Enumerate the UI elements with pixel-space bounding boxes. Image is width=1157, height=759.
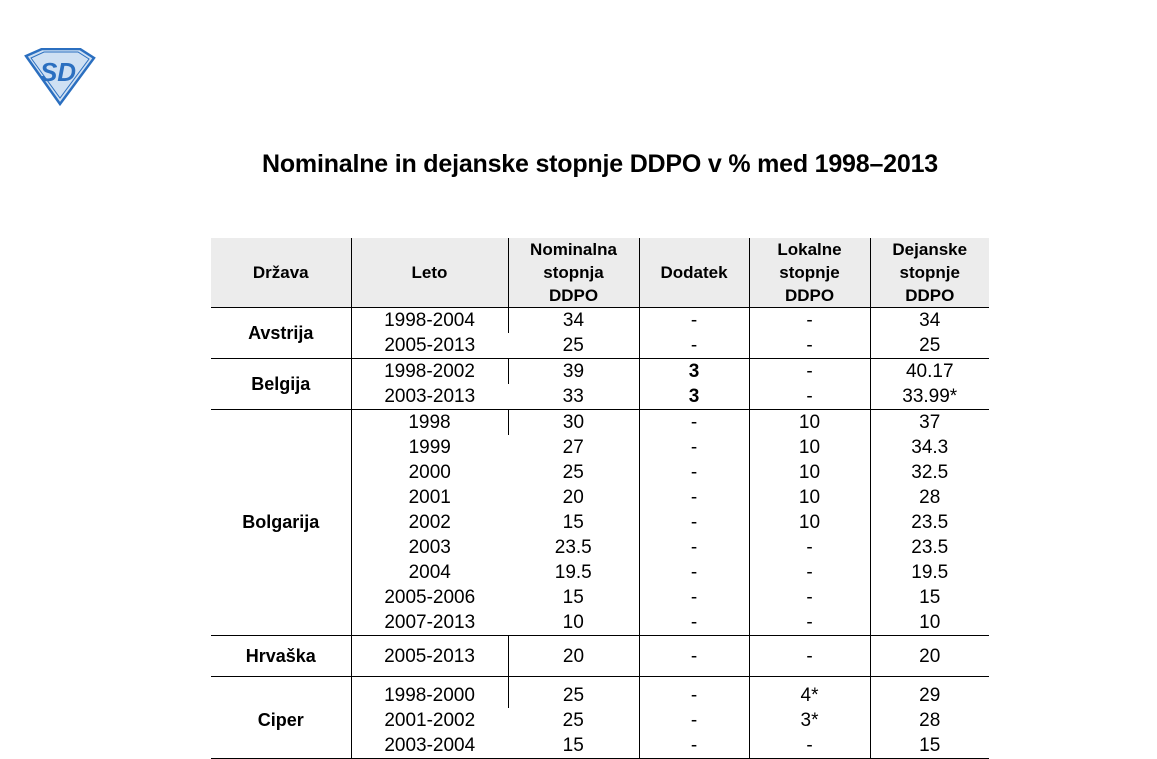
effective-rate-cell: 23.5 [911,537,949,558]
effective-rate-cell: 23.5 [911,512,949,533]
effective-rate-cell: 19.5 [911,562,949,583]
year-cell: 2005-2006 [384,587,476,608]
effective-rate-cell: 10 [870,610,989,636]
local-rate-cell: 10 [749,435,870,460]
year-cell: 2001 [408,487,451,508]
surcharge-cell: - [639,510,749,535]
table-body [211,308,989,759]
effective-rate-cell: 15 [919,587,941,608]
header-line: Dodatek [660,263,728,282]
effective-rate-cell: 25 [870,333,989,359]
nominal-rate-cell: 27 [508,435,639,460]
svg-text:SD: SD [39,57,77,87]
local-rate-cell: - [749,535,870,560]
local-rate-cell: 4* [749,677,870,709]
local-rate-cell: - [749,359,870,385]
header-line: DDPO [905,286,955,305]
effective-rate-cell: 29 [919,685,941,706]
local-rate-cell: 10 [749,410,870,436]
header-line: stopnje [779,263,840,282]
header-line: DDPO [784,286,835,305]
header-line: stopnje [899,263,960,282]
nominal-rate-cell: 15 [508,510,639,535]
nominal-rate-cell: 39 [508,359,639,385]
surcharge-cell: - [639,636,749,677]
nominal-rate-cell: 25 [508,677,639,709]
surcharge-cell: - [639,610,749,636]
country-cell: Ciper [211,677,351,759]
header-line: Nominalna [530,240,617,259]
surcharge-cell: - [639,460,749,485]
header-line: stopnja [543,263,604,282]
nominal-rate-cell: 25 [508,460,639,485]
header-nominal-rate [508,238,639,308]
nominal-rate-cell: 33 [508,384,639,410]
surcharge-cell: - [639,535,749,560]
effective-rate-cell: 33.99* [870,384,989,410]
local-rate-cell: - [749,560,870,585]
local-rate-cell: - [749,636,870,677]
tax-rates-table [211,238,989,759]
surcharge-cell: 3 [639,384,749,410]
local-rate-cell: 10 [749,460,870,485]
effective-rate-cell: 20 [870,636,989,677]
header-line: Dejanske [892,240,968,259]
surcharge-cell: - [639,485,749,510]
year-cell: 1998-2002 [351,359,508,385]
table-row [211,359,989,385]
surcharge-cell: - [639,308,749,334]
year-cell: 1998 [351,410,508,436]
header-local-rates [749,238,870,308]
nominal-rate-cell: 19.5 [508,560,639,585]
header-surcharge [639,238,749,308]
year-cell: 2002 [408,512,451,533]
local-rate-cell: - [749,333,870,359]
effective-rate-cell: 34.3 [911,437,949,458]
effective-rate-cell: 32.5 [911,462,949,483]
header-country [211,238,351,308]
year-cell: 1998-2004 [351,308,508,334]
nominal-rate-cell: 20 [508,485,639,510]
surcharge-cell: 3 [639,359,749,385]
nominal-rate-cell: 10 [508,610,639,636]
table-header [211,238,989,308]
nominal-rate-cell: 20 [508,636,639,677]
surcharge-cell: - [639,733,749,759]
nominal-rate-cell: 23.5 [508,535,639,560]
year-cell: 2005-2013 [351,333,508,359]
surcharge-cell: - [639,410,749,436]
header-line: DDPO [548,286,599,305]
local-rate-cell: - [749,384,870,410]
surcharge-cell: - [639,585,749,610]
local-rate-cell: 3* [749,708,870,733]
country-cell: Hrvaška [211,636,351,677]
header-effective-rates [870,238,989,308]
effective-rate-cell: 28 [919,710,941,731]
nominal-rate-cell: 15 [508,585,639,610]
year-cell: 1998-2000 [351,677,508,709]
local-rate-cell: 10 [749,485,870,510]
country-cell: Bolgarija [211,410,351,636]
year-cell: 2003-2004 [351,733,508,759]
nominal-rate-cell: 30 [508,410,639,436]
effective-rate-cell: 37 [919,412,941,433]
year-cell: 2005-2013 [351,636,508,677]
local-rate-cell: - [749,585,870,610]
local-rate-cell: 10 [749,510,870,535]
nominal-rate-cell: 15 [508,733,639,759]
local-rate-cell: - [749,308,870,334]
effective-rate-cell: 28 [919,487,941,508]
effective-rate-cell: 40.17 [905,361,954,382]
nominal-rate-cell: 25 [508,333,639,359]
effective-rate-cell: 15 [870,733,989,759]
surcharge-cell: - [639,333,749,359]
year-cell: 2000 [408,462,451,483]
header-line: Država [252,263,309,282]
year-cell: 1999 [408,437,451,458]
local-rate-cell: - [749,610,870,636]
header-line: Leto [411,263,448,282]
surcharge-cell: - [639,677,749,709]
table-row [211,677,989,709]
table-row [211,636,989,677]
nominal-rate-cell: 25 [508,708,639,733]
sd-logo-icon [22,48,96,106]
country-cell: Avstrija [211,308,351,359]
page-title: Nominalne in dejanske stopnje DDPO v % med 1998–2013 [262,150,938,178]
local-rate-cell: - [749,733,870,759]
effective-rate-cell: 34 [919,310,941,331]
year-cell: 2004 [408,562,451,583]
surcharge-cell: - [639,435,749,460]
table-row [211,308,989,334]
table-row [211,410,989,436]
year-cell: 2001-2002 [384,710,476,731]
year-cell: 2003-2013 [351,384,508,410]
year-cell: 2003 [408,537,451,558]
year-cell: 2007-2013 [351,610,508,636]
header-line: Lokalne [777,240,842,259]
country-cell: Belgija [211,359,351,410]
surcharge-cell: - [639,560,749,585]
nominal-rate-cell: 34 [508,308,639,334]
header-year [351,238,508,308]
surcharge-cell: - [639,708,749,733]
